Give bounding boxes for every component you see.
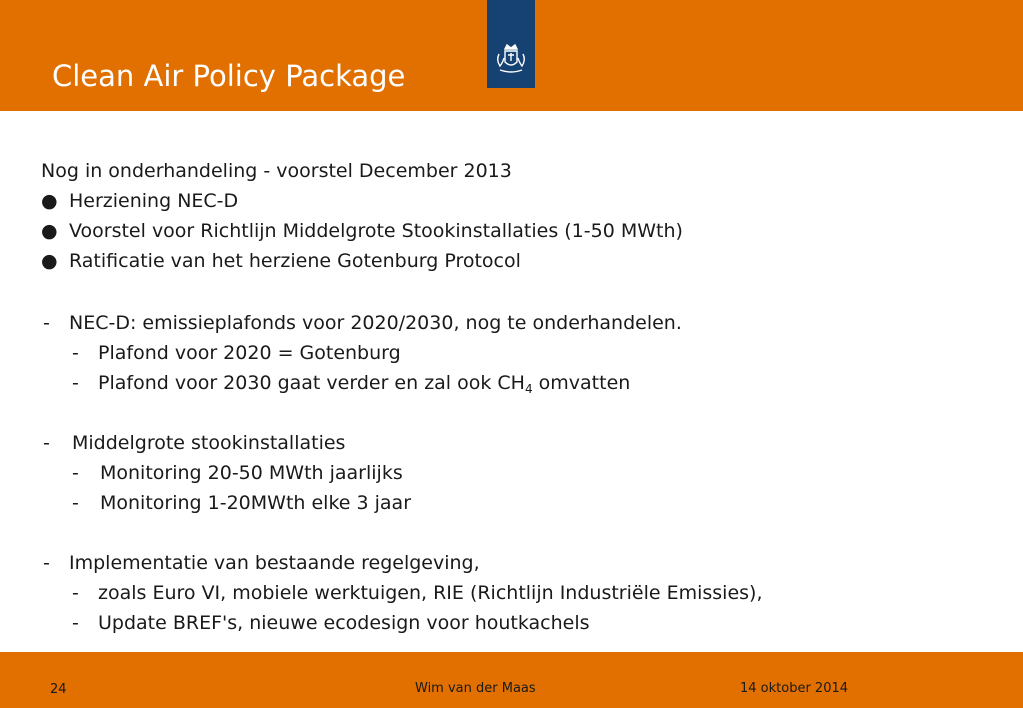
sub-item: zoals Euro VI, mobiele werktuigen, RIE (Richtlijn Industriële Emissies), [98,582,763,604]
footer-bar [0,652,1023,708]
sub-item-text: omvatten [532,372,631,394]
bullet-item: Voorstel voor Richtlijn Middelgrote Stookinstallaties (1-50 MWth) [69,220,683,242]
government-logo [487,0,535,88]
dash-marker: - [43,432,50,454]
header-bar [0,0,1023,111]
dash-marker: - [72,582,79,604]
sub-item: Monitoring 1-20MWth elke 3 jaar [100,492,412,514]
dash-marker: - [72,612,79,634]
rijksoverheid-coat-of-arms-icon [491,40,531,80]
bullet-marker: ● [41,250,58,272]
sub-item-ch4 [98,370,630,396]
slide-title: Clean Air Policy Package [52,59,406,93]
dash-marker: - [43,312,50,334]
bullet-item: Herziening NEC-D [69,190,239,212]
dash-marker: - [72,342,79,364]
sub-item: Monitoring 20-50 MWth jaarlijks [100,462,403,484]
intro-text: Nog in onderhandeling - voorstel December 2013 [41,160,512,182]
section-heading: NEC-D: emissieplafonds voor 2020/2030, nog te onderhandelen. [69,312,682,334]
bullet-marker: ● [41,220,58,242]
bullet-item: Ratificatie van het herziene Gotenburg Protocol [69,250,521,272]
page-number: 24 [50,682,67,697]
footer-author: Wim van der Maas [415,681,536,696]
section-heading: Middelgrote stookinstallaties [72,432,346,454]
footer-date: 14 oktober 2014 [740,681,849,696]
sub-item: Update BREF's, nieuwe ecodesign voor houtkachels [98,612,590,634]
bullet-marker: ● [41,190,58,212]
subscript-4: 4 [524,382,533,396]
dash-marker: - [43,552,50,574]
sub-item: Plafond voor 2020 = Gotenburg [98,342,401,364]
section-heading: Implementatie van bestaande regelgeving, [69,552,480,574]
sub-item-text: Plafond voor 2030 gaat verder en zal ook CH [98,372,525,394]
dash-marker: - [72,372,79,394]
dash-marker: - [72,492,79,514]
dash-marker: - [72,462,79,484]
